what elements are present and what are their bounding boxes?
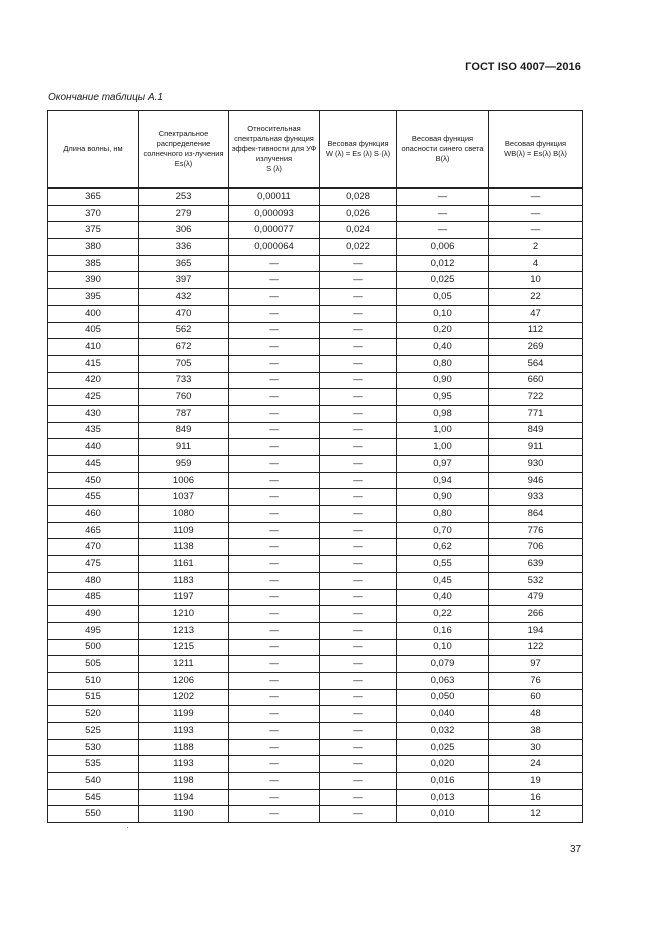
table-cell: —	[320, 506, 397, 523]
table-cell: —	[320, 405, 397, 422]
table-row	[48, 689, 583, 706]
table-caption: Окончание таблицы А.1	[48, 92, 163, 103]
table-row	[48, 789, 583, 806]
table-cell: 0,050	[397, 689, 489, 706]
table-cell: 0,000093	[229, 205, 320, 222]
table-cell: 266	[489, 606, 583, 623]
table-cell: —	[229, 422, 320, 439]
table-cell: 24	[489, 756, 583, 773]
table-cell: —	[229, 339, 320, 356]
table-cell: 849	[139, 422, 229, 439]
table-cell: 550	[48, 806, 139, 823]
table-cell: 370	[48, 205, 139, 222]
table-cell: 564	[489, 355, 583, 372]
table-cell: 1006	[139, 472, 229, 489]
table-cell: —	[320, 389, 397, 406]
table-cell: 540	[48, 773, 139, 790]
table-cell: —	[229, 606, 320, 623]
table-cell: 470	[139, 305, 229, 322]
column-header-formula: W (λ) = Es (λ) S·(λ)	[325, 149, 391, 158]
table-cell: 0,05	[397, 289, 489, 306]
table-cell: 1197	[139, 589, 229, 606]
table-row	[48, 656, 583, 673]
table-cell: 525	[48, 723, 139, 740]
table-cell: —	[229, 305, 320, 322]
table-cell: 500	[48, 639, 139, 656]
table-cell: 0,97	[397, 456, 489, 473]
table-cell: —	[320, 489, 397, 506]
table-row	[48, 539, 583, 556]
table-cell: 0,006	[397, 239, 489, 256]
table-cell: 0,040	[397, 706, 489, 723]
table-cell: 1194	[139, 789, 229, 806]
table-cell: 0,000064	[229, 239, 320, 256]
table-cell: —	[229, 272, 320, 289]
table-cell: 946	[489, 472, 583, 489]
table-cell: 1109	[139, 522, 229, 539]
table-cell: 0,063	[397, 672, 489, 689]
table-cell: 1037	[139, 489, 229, 506]
table-cell: 47	[489, 305, 583, 322]
table-cell: 0,95	[397, 389, 489, 406]
table-cell: 495	[48, 622, 139, 639]
table-cell: —	[229, 472, 320, 489]
table-row	[48, 422, 583, 439]
table-cell: —	[229, 756, 320, 773]
table-cell: 1193	[139, 756, 229, 773]
table-row	[48, 372, 583, 389]
table-cell: 760	[139, 389, 229, 406]
table-cell: 959	[139, 456, 229, 473]
table-cell: 445	[48, 456, 139, 473]
table-row	[48, 255, 583, 272]
column-header-weighted-blue-light	[489, 111, 583, 189]
table-cell: —	[320, 706, 397, 723]
table-cell: 425	[48, 389, 139, 406]
table-cell: 385	[48, 255, 139, 272]
column-header-main: Весовая функция	[327, 139, 389, 148]
table-row	[48, 456, 583, 473]
table-row	[48, 389, 583, 406]
table-cell: 1,00	[397, 422, 489, 439]
table-cell: 1213	[139, 622, 229, 639]
table-cell: —	[320, 773, 397, 790]
table-row	[48, 706, 583, 723]
table-cell: 0,94	[397, 472, 489, 489]
table-cell: 2	[489, 239, 583, 256]
table-cell: —	[229, 289, 320, 306]
table-cell: 0,024	[320, 222, 397, 239]
table-cell: 397	[139, 272, 229, 289]
table-cell: 0,90	[397, 489, 489, 506]
table-cell: 545	[48, 789, 139, 806]
table-row	[48, 355, 583, 372]
table-cell: —	[320, 289, 397, 306]
table-row	[48, 739, 583, 756]
table-cell: —	[229, 322, 320, 339]
column-header-wavelength	[48, 111, 139, 189]
table-cell: 279	[139, 205, 229, 222]
table-row	[48, 339, 583, 356]
table-cell: —	[320, 556, 397, 573]
table-cell: —	[229, 589, 320, 606]
table-cell: 38	[489, 723, 583, 740]
table-cell: 432	[139, 289, 229, 306]
table-cell: 0,55	[397, 556, 489, 573]
table-cell: 1138	[139, 539, 229, 556]
table-cell: 479	[489, 589, 583, 606]
table-cell: —	[229, 806, 320, 823]
table-cell: 395	[48, 289, 139, 306]
table-cell: 1206	[139, 672, 229, 689]
table-cell: 253	[139, 188, 229, 205]
table-cell: —	[229, 405, 320, 422]
table-cell: 1161	[139, 556, 229, 573]
table-cell: 0,62	[397, 539, 489, 556]
table-cell: —	[229, 723, 320, 740]
table-cell: 515	[48, 689, 139, 706]
table-cell: 30	[489, 739, 583, 756]
table-row	[48, 472, 583, 489]
table-cell: 0,20	[397, 322, 489, 339]
table-cell: —	[320, 255, 397, 272]
table-cell: 0,010	[397, 806, 489, 823]
table-row	[48, 188, 583, 205]
table-cell: 380	[48, 239, 139, 256]
column-header-uv-efficiency	[229, 111, 320, 189]
table-cell: —	[489, 205, 583, 222]
table-cell: —	[320, 439, 397, 456]
table-cell: 122	[489, 639, 583, 656]
table-cell: —	[229, 522, 320, 539]
table-cell: 365	[139, 255, 229, 272]
table-cell: 0,032	[397, 723, 489, 740]
table-cell: 490	[48, 606, 139, 623]
page-number: 37	[570, 844, 582, 855]
table-cell: —	[397, 222, 489, 239]
table-cell: 0,025	[397, 739, 489, 756]
document-id-header: ГОСТ ISO 4007—2016	[465, 61, 581, 73]
table-row	[48, 289, 583, 306]
table-cell: 639	[489, 556, 583, 573]
table-cell: 0,079	[397, 656, 489, 673]
table-cell: 0,000077	[229, 222, 320, 239]
table-cell: 415	[48, 355, 139, 372]
table-cell: 911	[139, 439, 229, 456]
table-cell: —	[229, 372, 320, 389]
spectral-data-table	[47, 110, 583, 823]
table-row	[48, 205, 583, 222]
table-body	[48, 188, 583, 823]
table-cell: —	[320, 322, 397, 339]
table-cell: —	[320, 789, 397, 806]
table-cell: —	[229, 789, 320, 806]
table-cell: 864	[489, 506, 583, 523]
table-cell: 420	[48, 372, 139, 389]
table-cell: —	[320, 272, 397, 289]
table-cell: —	[229, 556, 320, 573]
table-row	[48, 589, 583, 606]
table-cell: 22	[489, 289, 583, 306]
table-row	[48, 272, 583, 289]
table-cell: 776	[489, 522, 583, 539]
column-header-formula: Es(λ)	[174, 159, 193, 168]
table-cell: 1183	[139, 572, 229, 589]
table-cell: —	[320, 456, 397, 473]
table-cell: 460	[48, 506, 139, 523]
table-cell: 440	[48, 439, 139, 456]
table-cell: 0,40	[397, 589, 489, 606]
table-row	[48, 305, 583, 322]
table-cell: —	[320, 522, 397, 539]
table-cell: 10	[489, 272, 583, 289]
table-row	[48, 756, 583, 773]
table-cell: —	[229, 489, 320, 506]
table-cell: 1215	[139, 639, 229, 656]
table-cell: 672	[139, 339, 229, 356]
column-header-main: Длина волны, нм	[63, 144, 123, 153]
table-cell: —	[229, 672, 320, 689]
table-row	[48, 672, 583, 689]
table-cell: 0,025	[397, 272, 489, 289]
table-cell: 269	[489, 339, 583, 356]
table-row	[48, 622, 583, 639]
table-cell: 0,026	[320, 205, 397, 222]
table-cell: 4	[489, 255, 583, 272]
table-cell: —	[320, 606, 397, 623]
table-row	[48, 556, 583, 573]
column-header-main: Относительная спектральная функция эффек-тивности для УФ излучения	[231, 124, 317, 163]
table-cell: —	[229, 506, 320, 523]
table-cell: —	[229, 739, 320, 756]
table-cell: —	[229, 706, 320, 723]
table-cell: 48	[489, 706, 583, 723]
table-cell: —	[320, 539, 397, 556]
table-cell: 475	[48, 556, 139, 573]
table-cell: 400	[48, 305, 139, 322]
table-cell: 76	[489, 672, 583, 689]
table-cell: 520	[48, 706, 139, 723]
column-header-solar-spectrum	[139, 111, 229, 189]
column-header-formula: B(λ)	[435, 154, 450, 163]
column-header-main: Весовая функция опасности синего света	[401, 134, 484, 153]
table-row	[48, 806, 583, 823]
table-cell: 532	[489, 572, 583, 589]
table-cell: 535	[48, 756, 139, 773]
table-cell: —	[229, 539, 320, 556]
table-cell: 19	[489, 773, 583, 790]
table-cell: 0,028	[320, 188, 397, 205]
table-cell: 0,45	[397, 572, 489, 589]
table-cell: —	[397, 205, 489, 222]
table-cell: 0,022	[320, 239, 397, 256]
column-header-formula: S (λ)	[266, 164, 282, 173]
table-cell: 930	[489, 456, 583, 473]
table-cell: 1199	[139, 706, 229, 723]
table-row	[48, 522, 583, 539]
table-cell: 0,98	[397, 405, 489, 422]
table-row	[48, 489, 583, 506]
table-cell: 405	[48, 322, 139, 339]
table-cell: 1190	[139, 806, 229, 823]
table-cell: —	[320, 672, 397, 689]
table-cell: —	[320, 622, 397, 639]
table-cell: —	[489, 222, 583, 239]
table-cell: —	[229, 389, 320, 406]
table-cell: —	[320, 656, 397, 673]
table-cell: 505	[48, 656, 139, 673]
table-cell: —	[320, 355, 397, 372]
table-row	[48, 723, 583, 740]
column-header-blue-light-hazard	[397, 111, 489, 189]
table-cell: —	[320, 372, 397, 389]
table-cell: 1188	[139, 739, 229, 756]
table-cell: 0,22	[397, 606, 489, 623]
table-cell: —	[229, 689, 320, 706]
table-cell: 933	[489, 489, 583, 506]
table-cell: 660	[489, 372, 583, 389]
column-header-main: Весовая функция	[504, 139, 567, 148]
table-cell: —	[320, 305, 397, 322]
table-cell: 97	[489, 656, 583, 673]
table-cell: 480	[48, 572, 139, 589]
table-cell: 787	[139, 405, 229, 422]
table-cell: 470	[48, 539, 139, 556]
table-cell: 0,40	[397, 339, 489, 356]
table-cell: 0,90	[397, 372, 489, 389]
table-cell: 194	[489, 622, 583, 639]
table-row	[48, 405, 583, 422]
table-cell: —	[320, 639, 397, 656]
table-cell: 0,020	[397, 756, 489, 773]
table-cell: 390	[48, 272, 139, 289]
table-cell: 733	[139, 372, 229, 389]
table-cell: 1202	[139, 689, 229, 706]
table-row	[48, 506, 583, 523]
table-cell: 430	[48, 405, 139, 422]
table-cell: 0,012	[397, 255, 489, 272]
table-cell: —	[320, 472, 397, 489]
table-cell: 12	[489, 806, 583, 823]
table-cell: —	[229, 355, 320, 372]
table-cell: 911	[489, 439, 583, 456]
table-cell: 375	[48, 222, 139, 239]
table-cell: —	[320, 572, 397, 589]
table-cell: —	[320, 756, 397, 773]
table-cell: 435	[48, 422, 139, 439]
table-cell: 0,00011	[229, 188, 320, 205]
table-cell: 562	[139, 322, 229, 339]
table-cell: 1211	[139, 656, 229, 673]
table-cell: 410	[48, 339, 139, 356]
table-cell: 365	[48, 188, 139, 205]
table-cell: —	[489, 188, 583, 205]
scan-speck	[127, 827, 128, 828]
table-cell: —	[320, 339, 397, 356]
table-cell: —	[229, 255, 320, 272]
table-cell: —	[320, 723, 397, 740]
table-cell: 0,80	[397, 506, 489, 523]
table-cell: 60	[489, 689, 583, 706]
table-cell: 771	[489, 405, 583, 422]
table-cell: 336	[139, 239, 229, 256]
table-cell: 485	[48, 589, 139, 606]
table-cell: —	[229, 456, 320, 473]
table-cell: —	[229, 572, 320, 589]
table-cell: —	[397, 188, 489, 205]
table-cell: —	[229, 773, 320, 790]
table-cell: 706	[489, 539, 583, 556]
table-cell: 0,10	[397, 305, 489, 322]
table-row	[48, 606, 583, 623]
table-cell: 306	[139, 222, 229, 239]
table-cell: 112	[489, 322, 583, 339]
table-cell: 510	[48, 672, 139, 689]
table-cell: 530	[48, 739, 139, 756]
table-cell: —	[320, 689, 397, 706]
table-cell: —	[320, 422, 397, 439]
table-cell: 0,80	[397, 355, 489, 372]
table-row	[48, 222, 583, 239]
table-cell: 1080	[139, 506, 229, 523]
table-cell: 1198	[139, 773, 229, 790]
table-header-row	[48, 111, 583, 189]
table-row	[48, 773, 583, 790]
column-header-formula: WB(λ) = Es(λ) B(λ)	[504, 149, 567, 158]
table-cell: 0,013	[397, 789, 489, 806]
table-cell: —	[320, 806, 397, 823]
table-row	[48, 639, 583, 656]
table-cell: 465	[48, 522, 139, 539]
table-row	[48, 572, 583, 589]
table-cell: 0,16	[397, 622, 489, 639]
column-header-main: Спектральное распределение солнечного из-лучения	[143, 129, 224, 158]
table-cell: —	[320, 739, 397, 756]
table-cell: 16	[489, 789, 583, 806]
table-cell: 455	[48, 489, 139, 506]
table-cell: 0,016	[397, 773, 489, 790]
table-cell: —	[229, 656, 320, 673]
column-header-weighting-function	[320, 111, 397, 189]
table-row	[48, 322, 583, 339]
table-cell: 0,70	[397, 522, 489, 539]
table-cell: —	[229, 622, 320, 639]
table-cell: 0,10	[397, 639, 489, 656]
table-cell: —	[320, 589, 397, 606]
table-cell: —	[229, 439, 320, 456]
table-cell: 705	[139, 355, 229, 372]
table-cell: 450	[48, 472, 139, 489]
table-cell: 1210	[139, 606, 229, 623]
table-cell: 849	[489, 422, 583, 439]
table-cell: 722	[489, 389, 583, 406]
table-cell: —	[229, 639, 320, 656]
table-row	[48, 439, 583, 456]
table-cell: 1,00	[397, 439, 489, 456]
table-row	[48, 239, 583, 256]
table-cell: 1193	[139, 723, 229, 740]
